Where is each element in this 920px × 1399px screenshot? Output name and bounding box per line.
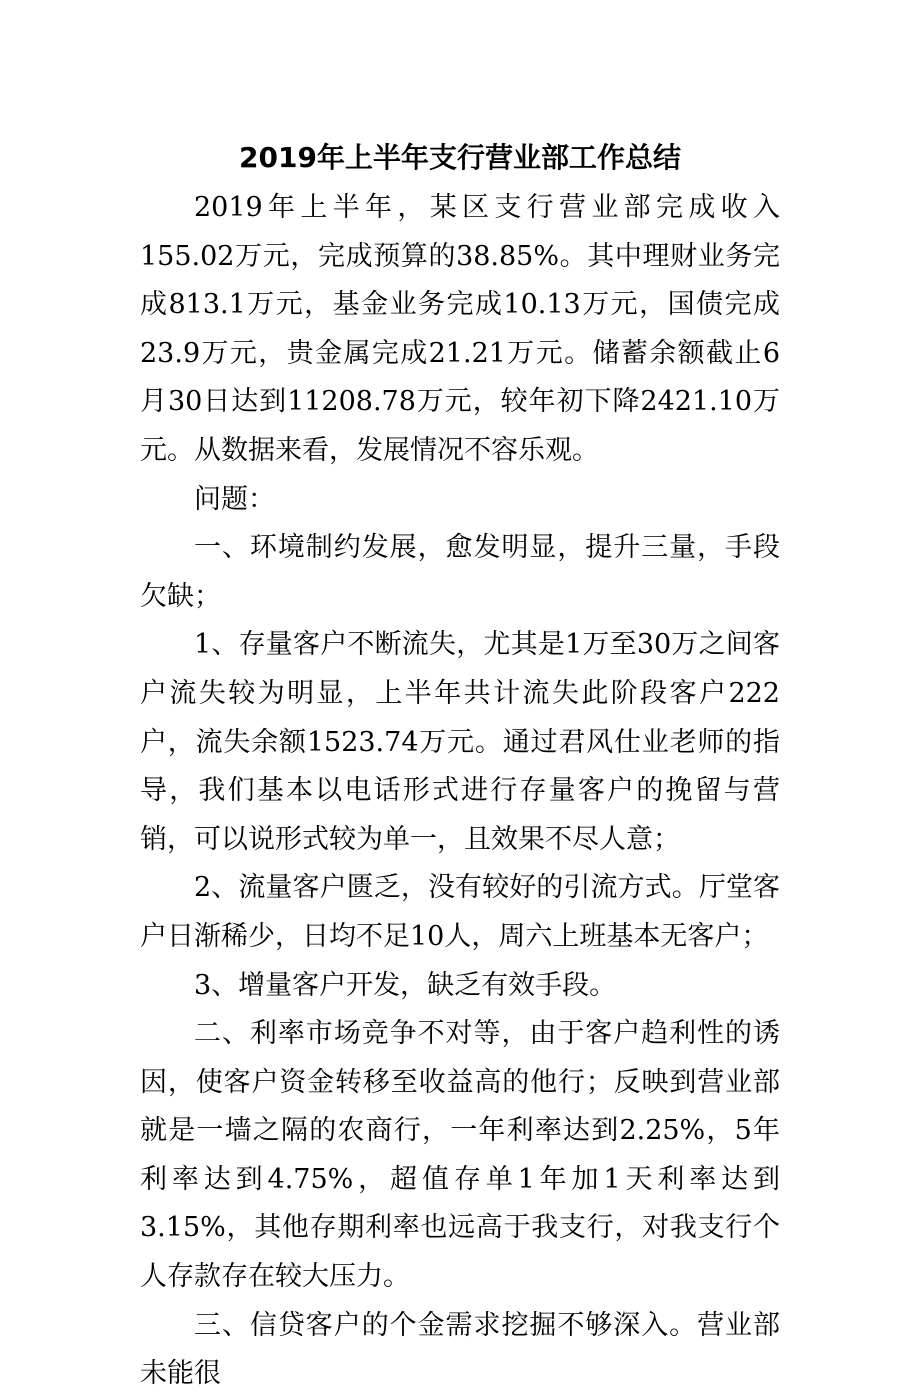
paragraph-problems-heading: 问题：: [194, 483, 275, 515]
document-body: [140, 184, 780, 1399]
paragraph-summary: 2019年上半年，某区支行营业部完成收入155.02万元，完成预算的38.85%。其中理财业务完成813.1万元，基金业务完成10.13万元，国债完成23.9万元，贵金属完成21.21万元。储蓄余额截止6月30日达到11208.78万元，较年初下降2421.10万元。从数据来看，发展情况不容乐观。: [140, 192, 780, 466]
paragraph-issue-three: 三、信贷客户的个金需求挖掘不够深入。营业部未能很: [140, 1309, 780, 1390]
paragraph-issue-one-item-3: 3、增量客户开发，缺乏有效手段。: [194, 969, 617, 1001]
paragraph-issue-two: 二、利率市场竞争不对等，由于客户趋利性的诱因，使客户资金转移至收益高的他行；反映到营业部就是一墙之隔的农商行，一年利率达到2.25%，5年利率达到4.75%，超值存单1年加1天利率达到3.15%，其他存期利率也远高于我支行，对我支行个人存款存在较大压力。: [140, 1018, 780, 1293]
paragraph-issue-one-item-1: 1、存量客户不断流失，尤其是1万至30万之间客户流失较为明显，上半年共计流失此阶段客户222户，流失余额1523.74万元。通过君风仕业老师的指导，我们基本以电话形式进行存量客户的挽留与营销，可以说形式较为单一，且效果不尽人意；: [140, 629, 780, 855]
paragraph-issue-one-item-2: 2、流量客户匮乏，没有较好的引流方式。厅堂客户日渐稀少，日均不足10人，周六上班基本无客户；: [140, 872, 780, 952]
paragraph-issue-one: 一、环境制约发展，愈发明显，提升三量，手段欠缺；: [140, 532, 780, 612]
document-title: 2019年上半年支行营业部工作总结: [239, 141, 681, 174]
